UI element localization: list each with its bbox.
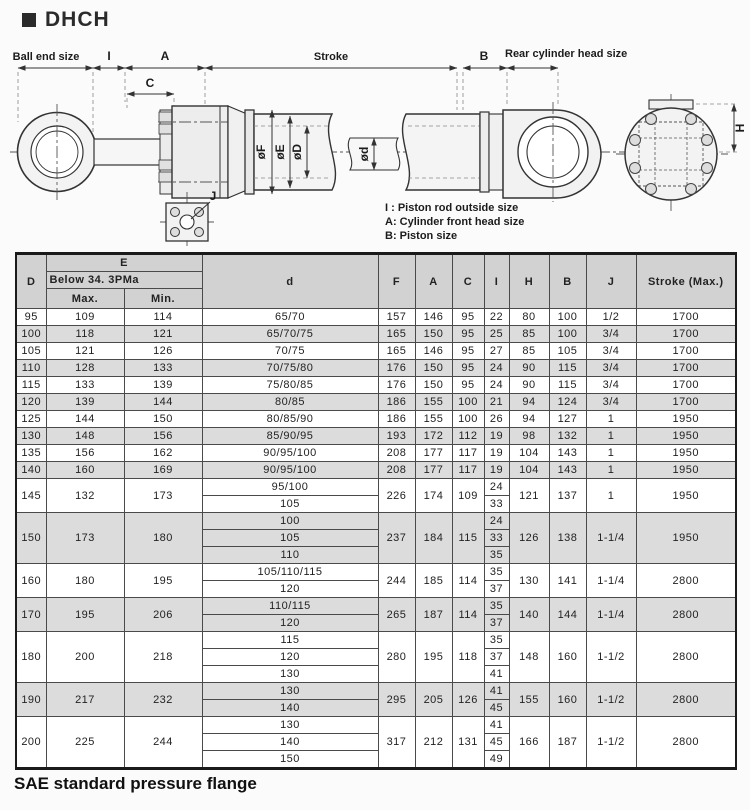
cell-stroke: 2800 <box>636 632 736 683</box>
cell-F: 186 <box>378 411 415 428</box>
table-row <box>16 326 736 343</box>
cell-e-min: 180 <box>124 513 202 564</box>
cell-e-max: 195 <box>46 598 124 632</box>
cell-B: 127 <box>549 411 586 428</box>
cell-H: 98 <box>509 428 549 445</box>
col-header-stroke: Stroke (Max.) <box>636 254 736 309</box>
cell-C: 95 <box>452 377 484 394</box>
col-header-J: J <box>586 254 636 309</box>
cell-F: 244 <box>378 564 415 598</box>
cell-J: 3/4 <box>586 343 636 360</box>
cell-B: 141 <box>549 564 586 598</box>
table-row <box>16 479 736 496</box>
table-row <box>16 428 736 445</box>
cell-A: 184 <box>415 513 452 564</box>
cell-d: 120 <box>202 581 378 598</box>
cell-d: 70/75 <box>202 343 378 360</box>
cell-J: 3/4 <box>586 326 636 343</box>
title-bullet-square <box>22 13 36 27</box>
cell-H: 155 <box>509 683 549 717</box>
cell-C: 100 <box>452 394 484 411</box>
col-header-min: Min. <box>124 289 202 309</box>
cell-d: 150 <box>202 751 378 769</box>
cell-stroke: 1700 <box>636 343 736 360</box>
cell-d: 95/100 <box>202 479 378 496</box>
cell-e-max: 133 <box>46 377 124 394</box>
cell-I: 41 <box>484 717 509 734</box>
cell-C: 114 <box>452 598 484 632</box>
cell-A: 185 <box>415 564 452 598</box>
cell-e-max: 148 <box>46 428 124 445</box>
cell-J: 1 <box>586 479 636 513</box>
cell-e-max: 180 <box>46 564 124 598</box>
cylinder-dimension-diagram <box>0 42 750 254</box>
cell-d: 130 <box>202 683 378 700</box>
cell-stroke: 1950 <box>636 479 736 513</box>
cell-B: 100 <box>549 326 586 343</box>
cell-J: 1 <box>586 445 636 462</box>
cell-H: 130 <box>509 564 549 598</box>
col-header-B: B <box>549 254 586 309</box>
legend-a: A: Cylinder front head size <box>385 216 525 228</box>
cell-F: 237 <box>378 513 415 564</box>
cell-e-min: 206 <box>124 598 202 632</box>
cell-J: 1-1/4 <box>586 564 636 598</box>
cell-d: 140 <box>202 700 378 717</box>
cell-A: 155 <box>415 394 452 411</box>
cell-H: 126 <box>509 513 549 564</box>
cell-B: 160 <box>549 632 586 683</box>
cell-D: 135 <box>16 445 46 462</box>
label-phi-e: øE <box>273 144 287 160</box>
cell-stroke: 1700 <box>636 394 736 411</box>
table-row <box>16 462 736 479</box>
cell-B: 187 <box>549 717 586 769</box>
cell-A: 177 <box>415 445 452 462</box>
cell-J: 3/4 <box>586 377 636 394</box>
cell-d: 110 <box>202 547 378 564</box>
cell-J: 1 <box>586 411 636 428</box>
cell-F: 317 <box>378 717 415 769</box>
cell-D: 105 <box>16 343 46 360</box>
label-phi-d: øD <box>290 144 304 160</box>
cell-A: 212 <box>415 717 452 769</box>
cell-e-min: 244 <box>124 717 202 769</box>
rear-head-eye <box>480 102 601 202</box>
cell-e-min: 173 <box>124 479 202 513</box>
cell-C: 109 <box>452 479 484 513</box>
label-a: A <box>160 49 170 63</box>
cell-d: 120 <box>202 649 378 666</box>
cell-stroke: 1700 <box>636 309 736 326</box>
cell-stroke: 1700 <box>636 326 736 343</box>
cell-I: 24 <box>484 377 509 394</box>
cell-e-max: 144 <box>46 411 124 428</box>
table-row <box>16 343 736 360</box>
cell-d: 110/115 <box>202 598 378 615</box>
cell-F: 226 <box>378 479 415 513</box>
cell-d: 115 <box>202 632 378 649</box>
cell-D: 100 <box>16 326 46 343</box>
cell-J: 1 <box>586 428 636 445</box>
table-row <box>16 377 736 394</box>
cell-e-max: 156 <box>46 445 124 462</box>
cell-B: 137 <box>549 479 586 513</box>
cell-D: 125 <box>16 411 46 428</box>
cell-e-min: 126 <box>124 343 202 360</box>
cell-D: 200 <box>16 717 46 769</box>
cell-e-max: 225 <box>46 717 124 769</box>
cell-e-min: 114 <box>124 309 202 326</box>
table-row <box>16 513 736 530</box>
cell-e-min: 139 <box>124 377 202 394</box>
cell-A: 150 <box>415 377 452 394</box>
cell-J: 3/4 <box>586 360 636 377</box>
cell-e-min: 121 <box>124 326 202 343</box>
cell-I: 24 <box>484 360 509 377</box>
cell-stroke: 1950 <box>636 513 736 564</box>
cell-D: 120 <box>16 394 46 411</box>
cell-C: 100 <box>452 411 484 428</box>
cell-H: 85 <box>509 343 549 360</box>
cell-B: 160 <box>549 683 586 717</box>
cell-d: 70/75/80 <box>202 360 378 377</box>
cell-I: 27 <box>484 343 509 360</box>
cell-I: 19 <box>484 445 509 462</box>
page-header <box>22 8 110 32</box>
cell-D: 145 <box>16 479 46 513</box>
cell-d: 75/80/85 <box>202 377 378 394</box>
table-row <box>16 717 736 734</box>
cell-A: 146 <box>415 343 452 360</box>
cell-C: 95 <box>452 326 484 343</box>
cell-I: 37 <box>484 581 509 598</box>
cell-H: 90 <box>509 360 549 377</box>
cell-D: 180 <box>16 632 46 683</box>
cell-C: 117 <box>452 445 484 462</box>
cell-I: 37 <box>484 649 509 666</box>
table-row <box>16 598 736 615</box>
cell-B: 144 <box>549 598 586 632</box>
cell-F: 165 <box>378 343 415 360</box>
cell-I: 41 <box>484 666 509 683</box>
cell-D: 130 <box>16 428 46 445</box>
cell-d: 120 <box>202 615 378 632</box>
cell-D: 115 <box>16 377 46 394</box>
cell-I: 35 <box>484 598 509 615</box>
label-rear-cylinder-head-size: Rear cylinder head size <box>505 48 628 60</box>
col-header-F: F <box>378 254 415 309</box>
cell-H: 140 <box>509 598 549 632</box>
cell-F: 157 <box>378 309 415 326</box>
cell-I: 45 <box>484 734 509 751</box>
cell-d: 65/70/75 <box>202 326 378 343</box>
legend-i: I : Piston rod outside size <box>385 202 519 214</box>
label-phi-f: øF <box>254 144 268 160</box>
cell-I: 35 <box>484 632 509 649</box>
table-row <box>16 564 736 581</box>
cell-d: 100 <box>202 513 378 530</box>
cell-e-min: 232 <box>124 683 202 717</box>
cell-F: 186 <box>378 394 415 411</box>
cell-e-min: 218 <box>124 632 202 683</box>
spec-table-body <box>16 309 736 769</box>
cell-e-max: 217 <box>46 683 124 717</box>
cell-A: 177 <box>415 462 452 479</box>
cell-J: 1-1/2 <box>586 683 636 717</box>
cell-d: 85/90/95 <box>202 428 378 445</box>
cell-B: 100 <box>549 309 586 326</box>
cell-stroke: 1950 <box>636 411 736 428</box>
cell-J: 1-1/2 <box>586 632 636 683</box>
label-j: J <box>209 189 217 203</box>
cell-H: 104 <box>509 462 549 479</box>
cell-A: 146 <box>415 309 452 326</box>
ball-end-eye <box>18 104 97 200</box>
cell-e-max: 128 <box>46 360 124 377</box>
cell-F: 176 <box>378 360 415 377</box>
cell-J: 1-1/4 <box>586 598 636 632</box>
cell-stroke: 2800 <box>636 683 736 717</box>
cell-H: 121 <box>509 479 549 513</box>
cell-e-min: 144 <box>124 394 202 411</box>
label-h: H <box>733 123 747 133</box>
label-b: B <box>479 49 489 63</box>
cell-stroke: 1950 <box>636 445 736 462</box>
port-flange <box>160 192 214 248</box>
cell-H: 94 <box>509 394 549 411</box>
cell-C: 131 <box>452 717 484 769</box>
cell-d: 105/110/115 <box>202 564 378 581</box>
cell-D: 160 <box>16 564 46 598</box>
spec-table <box>15 252 737 770</box>
cell-stroke: 2800 <box>636 717 736 769</box>
cell-D: 95 <box>16 309 46 326</box>
cell-D: 140 <box>16 462 46 479</box>
cell-F: 208 <box>378 445 415 462</box>
cell-F: 295 <box>378 683 415 717</box>
cell-stroke: 1950 <box>636 428 736 445</box>
cell-e-max: 200 <box>46 632 124 683</box>
cell-I: 35 <box>484 564 509 581</box>
cell-A: 187 <box>415 598 452 632</box>
cell-e-min: 169 <box>124 462 202 479</box>
cell-F: 165 <box>378 326 415 343</box>
col-header-max: Max. <box>46 289 124 309</box>
cell-e-max: 118 <box>46 326 124 343</box>
cell-B: 143 <box>549 462 586 479</box>
cell-B: 105 <box>549 343 586 360</box>
table-row <box>16 411 736 428</box>
cell-e-max: 132 <box>46 479 124 513</box>
cell-I: 19 <box>484 428 509 445</box>
cell-A: 174 <box>415 479 452 513</box>
cell-C: 126 <box>452 683 484 717</box>
cell-d: 140 <box>202 734 378 751</box>
cell-e-min: 162 <box>124 445 202 462</box>
cell-J: 1/2 <box>586 309 636 326</box>
cell-stroke: 1700 <box>636 377 736 394</box>
cell-e-max: 139 <box>46 394 124 411</box>
cell-I: 26 <box>484 411 509 428</box>
cell-I: 35 <box>484 547 509 564</box>
table-row <box>16 445 736 462</box>
cell-I: 45 <box>484 700 509 717</box>
cell-I: 41 <box>484 683 509 700</box>
legend-b: B: Piston size <box>385 230 458 242</box>
cell-d: 105 <box>202 496 378 513</box>
cell-I: 19 <box>484 462 509 479</box>
cell-C: 95 <box>452 309 484 326</box>
cell-I: 37 <box>484 615 509 632</box>
cell-B: 143 <box>549 445 586 462</box>
cell-I: 24 <box>484 513 509 530</box>
cell-stroke: 1700 <box>636 360 736 377</box>
end-view <box>616 94 738 212</box>
cell-C: 117 <box>452 462 484 479</box>
cell-J: 1-1/4 <box>586 513 636 564</box>
label-phi-d-small: ød <box>357 146 371 162</box>
cell-e-min: 195 <box>124 564 202 598</box>
cell-H: 166 <box>509 717 549 769</box>
cell-A: 150 <box>415 326 452 343</box>
cell-A: 205 <box>415 683 452 717</box>
cell-D: 150 <box>16 513 46 564</box>
cell-e-max: 160 <box>46 462 124 479</box>
page-title: DHCH <box>45 8 110 31</box>
cell-J: 1-1/2 <box>586 717 636 769</box>
label-ball-end-size: Ball end size <box>12 51 80 63</box>
col-header-A: A <box>415 254 452 309</box>
cell-A: 195 <box>415 632 452 683</box>
cell-e-min: 150 <box>124 411 202 428</box>
cell-e-min: 156 <box>124 428 202 445</box>
cell-H: 90 <box>509 377 549 394</box>
cell-d: 80/85 <box>202 394 378 411</box>
cell-D: 170 <box>16 598 46 632</box>
cell-A: 172 <box>415 428 452 445</box>
cell-A: 150 <box>415 360 452 377</box>
cell-C: 95 <box>452 360 484 377</box>
col-header-pressure: Below 34. 3PMa <box>46 272 202 289</box>
table-row <box>16 309 736 326</box>
piston-rod <box>94 139 162 165</box>
cell-D: 110 <box>16 360 46 377</box>
cell-B: 138 <box>549 513 586 564</box>
cell-C: 112 <box>452 428 484 445</box>
cell-e-min: 133 <box>124 360 202 377</box>
cell-B: 132 <box>549 428 586 445</box>
cell-B: 115 <box>549 377 586 394</box>
cell-B: 115 <box>549 360 586 377</box>
cell-C: 115 <box>452 513 484 564</box>
cell-I: 25 <box>484 326 509 343</box>
cell-d: 90/95/100 <box>202 462 378 479</box>
cell-F: 176 <box>378 377 415 394</box>
cell-J: 3/4 <box>586 394 636 411</box>
cell-stroke: 2800 <box>636 598 736 632</box>
cell-C: 118 <box>452 632 484 683</box>
cell-J: 1 <box>586 462 636 479</box>
cell-d: 130 <box>202 717 378 734</box>
cell-e-max: 173 <box>46 513 124 564</box>
cell-I: 33 <box>484 496 509 513</box>
cell-H: 94 <box>509 411 549 428</box>
table-row <box>16 360 736 377</box>
cell-D: 190 <box>16 683 46 717</box>
col-header-E: E <box>46 254 202 272</box>
label-stroke: Stroke <box>313 51 349 63</box>
cell-d: 105 <box>202 530 378 547</box>
cell-e-max: 109 <box>46 309 124 326</box>
cell-e-max: 121 <box>46 343 124 360</box>
spec-table-header <box>16 254 736 309</box>
footer-caption: SAE standard pressure flange <box>14 774 257 793</box>
col-header-d: d <box>202 254 378 309</box>
col-header-I: I <box>484 254 509 309</box>
cell-A: 155 <box>415 411 452 428</box>
cell-F: 193 <box>378 428 415 445</box>
cell-C: 95 <box>452 343 484 360</box>
cell-stroke: 2800 <box>636 564 736 598</box>
cell-I: 22 <box>484 309 509 326</box>
cell-B: 124 <box>549 394 586 411</box>
cell-I: 21 <box>484 394 509 411</box>
col-header-C: C <box>452 254 484 309</box>
cell-H: 80 <box>509 309 549 326</box>
cell-F: 265 <box>378 598 415 632</box>
cell-d: 90/95/100 <box>202 445 378 462</box>
cell-H: 148 <box>509 632 549 683</box>
label-c: C <box>145 76 155 90</box>
cell-I: 49 <box>484 751 509 769</box>
col-header-H: H <box>509 254 549 309</box>
label-i: I <box>107 49 111 63</box>
cell-F: 280 <box>378 632 415 683</box>
cell-d: 130 <box>202 666 378 683</box>
col-header-D: D <box>16 254 46 309</box>
cell-stroke: 1950 <box>636 462 736 479</box>
cell-F: 208 <box>378 462 415 479</box>
table-row <box>16 683 736 700</box>
table-row <box>16 394 736 411</box>
cell-d: 80/85/90 <box>202 411 378 428</box>
table-row <box>16 632 736 649</box>
cell-H: 104 <box>509 445 549 462</box>
cell-H: 85 <box>509 326 549 343</box>
cell-I: 33 <box>484 530 509 547</box>
cell-d: 65/70 <box>202 309 378 326</box>
cell-C: 114 <box>452 564 484 598</box>
cell-I: 24 <box>484 479 509 496</box>
